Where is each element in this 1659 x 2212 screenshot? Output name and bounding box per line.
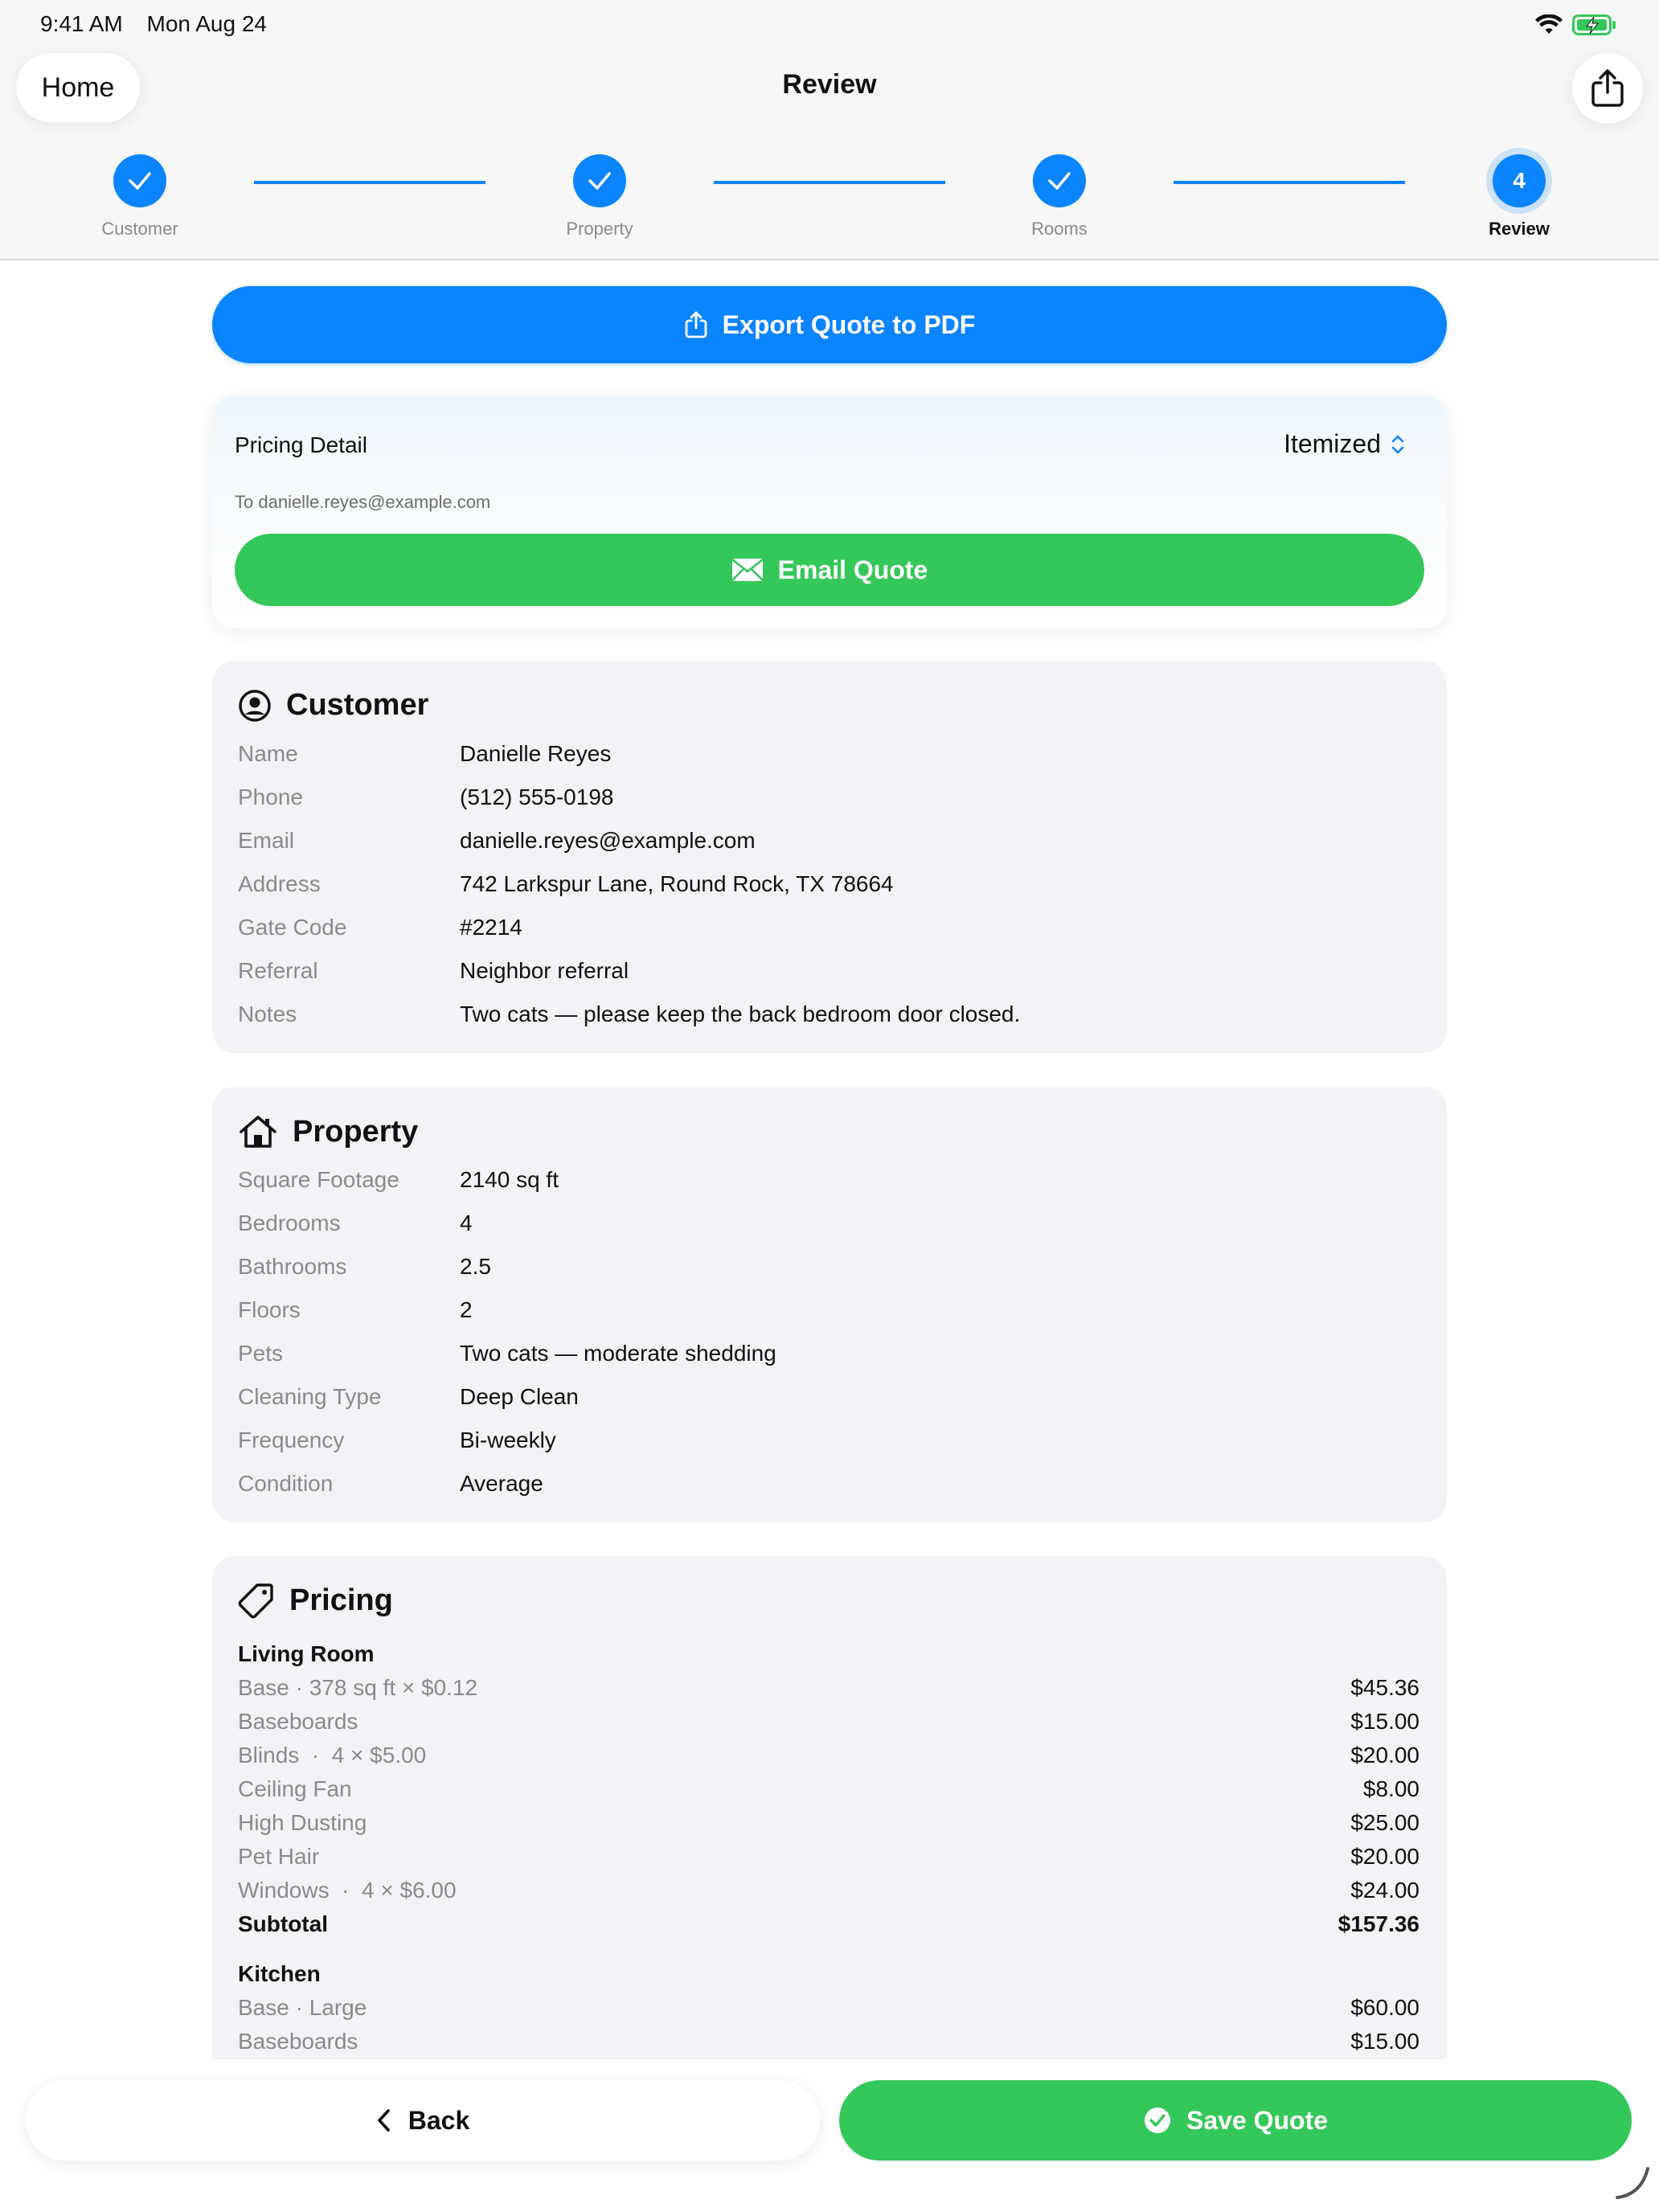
- price-line-amount: $15.00: [1350, 1709, 1419, 1734]
- row-label: Frequency: [238, 1428, 345, 1452]
- share-icon: [1590, 68, 1625, 109]
- step-connector: [1174, 181, 1405, 184]
- property-row-floors: [238, 1297, 1419, 1326]
- step-rooms[interactable]: [979, 154, 1140, 240]
- price-line-label: Base · 378 sq ft × $0.12: [238, 1675, 478, 1700]
- price-line-label: Baseboards: [238, 1709, 358, 1734]
- price-line: [238, 1709, 1419, 1738]
- customer-section-title: [238, 688, 428, 723]
- step-number: 4: [1493, 154, 1546, 207]
- price-line-amount: $20.00: [1350, 1743, 1419, 1768]
- email-quote-button[interactable]: [235, 534, 1424, 606]
- row-label: Square Footage: [238, 1167, 399, 1192]
- step-review[interactable]: [1439, 154, 1600, 240]
- pricing-detail-picker[interactable]: [1284, 429, 1405, 459]
- price-line-label: Ceiling Fan: [238, 1776, 352, 1801]
- email-recipient: To danielle.reyes@example.com: [235, 492, 491, 512]
- save-quote-button[interactable]: [839, 2080, 1632, 2161]
- property-section: [212, 1087, 1447, 1522]
- row-value: 2140 sq ft: [460, 1167, 559, 1192]
- price-line-amount: $20.00: [1350, 1844, 1419, 1869]
- property-row-bedrooms: [238, 1210, 1419, 1239]
- price-line: [238, 1776, 1419, 1805]
- row-value: 2.5: [460, 1254, 491, 1279]
- status-date: Mon Aug 24: [146, 11, 267, 36]
- pricing-detail-label: Pricing Detail: [235, 432, 367, 457]
- price-line-label: Pet Hair: [238, 1844, 320, 1869]
- row-value: Two cats — please keep the back bedroom door closed.: [460, 1002, 1021, 1026]
- step-property[interactable]: [519, 154, 680, 240]
- step-label: Rooms: [1031, 219, 1088, 239]
- property-row-bathrooms: [238, 1254, 1419, 1283]
- row-value: 4: [460, 1210, 473, 1235]
- save-quote-label: Save Quote: [1186, 2105, 1329, 2135]
- export-pdf-button[interactable]: [212, 286, 1447, 363]
- row-label: Pets: [238, 1341, 284, 1366]
- price-line: [238, 1675, 1419, 1704]
- customer-row-referral: [238, 958, 1419, 987]
- share-button[interactable]: [1572, 53, 1643, 124]
- row-label: Email: [238, 828, 295, 853]
- section-title-text: Customer: [286, 688, 429, 722]
- price-line-amount: $24.00: [1350, 1878, 1419, 1903]
- row-value: 742 Larkspur Lane, Round Rock, TX 78664: [460, 871, 894, 896]
- step-label: Property: [566, 219, 633, 239]
- step-complete-check-icon: [113, 154, 166, 207]
- home-button-label: Home: [41, 72, 115, 103]
- price-line: [238, 1995, 1419, 2024]
- tag-icon: [238, 1582, 275, 1619]
- step-connector: [714, 181, 945, 184]
- chevron-up-down-icon: [1391, 432, 1405, 457]
- back-button[interactable]: [26, 2080, 820, 2161]
- customer-row-gate-code: [238, 915, 1419, 944]
- row-label: Notes: [238, 1002, 297, 1026]
- price-line-amount: $60.00: [1350, 1995, 1419, 2020]
- price-line-amount: $15.00: [1350, 2029, 1419, 2054]
- share-icon: [684, 310, 708, 339]
- back-button-label: Back: [408, 2105, 470, 2135]
- row-value: Average: [460, 1471, 543, 1496]
- price-line-label: High Dusting: [238, 1810, 367, 1835]
- property-row-cleaning-type: [238, 1384, 1419, 1413]
- row-value: Deep Clean: [460, 1384, 579, 1409]
- row-value: Bi-weekly: [460, 1428, 556, 1452]
- price-line-label: Base · Large: [238, 1995, 367, 2020]
- subtotal-label: Subtotal: [238, 1911, 328, 1936]
- page-title: Review: [782, 69, 877, 100]
- pricing-detail-value: Itemized: [1284, 429, 1381, 458]
- status-bar-time: [40, 11, 285, 37]
- customer-section: [212, 661, 1447, 1053]
- price-line: [238, 1743, 1419, 1772]
- price-line-label: Blinds · 4 × $5.00: [238, 1743, 427, 1768]
- row-value: #2214: [460, 915, 522, 940]
- chevron-left-icon: [376, 2108, 392, 2133]
- pricing-group-title: Kitchen: [238, 1961, 321, 1986]
- price-line: [238, 1878, 1419, 1907]
- row-value: Neighbor referral: [460, 958, 629, 983]
- subtotal-row: [238, 1911, 1419, 1940]
- customer-row-phone: [238, 784, 1419, 813]
- property-row-frequency: [238, 1428, 1419, 1456]
- wifi-icon: [1535, 14, 1563, 35]
- row-value: Two cats — moderate shedding: [460, 1341, 776, 1366]
- row-label: Phone: [238, 784, 303, 809]
- step-complete-check-icon: [1033, 154, 1086, 207]
- row-label: Address: [238, 871, 321, 896]
- resize-handle-icon[interactable]: [1612, 2162, 1653, 2202]
- battery-charging-icon: [1572, 14, 1617, 36]
- subtotal-amount: $157.36: [1337, 1911, 1419, 1936]
- export-pdf-label: Export Quote to PDF: [722, 309, 976, 339]
- row-label: Name: [238, 741, 298, 766]
- row-value: (512) 555-0198: [460, 784, 614, 809]
- checkmark-circle-icon: [1143, 2106, 1172, 2135]
- section-title-text: Pricing: [289, 1583, 393, 1617]
- row-label: Floors: [238, 1297, 301, 1322]
- status-time: 9:41 AM: [40, 11, 123, 36]
- section-title-text: Property: [293, 1114, 419, 1149]
- price-line: [238, 2029, 1419, 2058]
- property-row-condition: [238, 1471, 1419, 1500]
- row-value: 2: [460, 1297, 473, 1322]
- pricing-group-title: Living Room: [238, 1641, 375, 1666]
- price-line-amount: $25.00: [1350, 1810, 1419, 1835]
- row-label: Condition: [238, 1471, 334, 1496]
- price-line-amount: $45.36: [1350, 1675, 1419, 1700]
- customer-row-address: [238, 871, 1419, 900]
- row-label: Gate Code: [238, 915, 347, 940]
- step-complete-check-icon: [573, 154, 626, 207]
- row-label: Cleaning Type: [238, 1384, 382, 1409]
- step-label: Customer: [101, 219, 178, 239]
- price-line-amount: $8.00: [1362, 1776, 1419, 1801]
- price-line: [238, 1810, 1419, 1839]
- row-value: Danielle Reyes: [460, 741, 612, 766]
- person-circle-icon: [238, 689, 272, 723]
- price-line: [238, 1844, 1419, 1873]
- row-label: Bedrooms: [238, 1210, 341, 1235]
- house-icon: [238, 1114, 278, 1149]
- status-icons: [1535, 13, 1617, 37]
- step-customer[interactable]: [59, 154, 220, 240]
- pricing-section: [212, 1556, 1447, 2071]
- property-row-pets: [238, 1341, 1419, 1370]
- email-quote-card: [212, 395, 1447, 629]
- row-label: Bathrooms: [238, 1254, 347, 1279]
- customer-row-name: [238, 741, 1419, 770]
- row-label: Referral: [238, 958, 318, 983]
- pricing-section-title: [238, 1582, 393, 1619]
- envelope-icon: [731, 558, 764, 582]
- property-section-title: [238, 1114, 418, 1149]
- top-bar: [0, 0, 1659, 260]
- step-connector: [254, 181, 485, 184]
- customer-row-notes: [238, 1002, 1419, 1030]
- price-line-label: Windows · 4 × $6.00: [238, 1878, 457, 1903]
- row-value: danielle.reyes@example.com: [460, 828, 756, 853]
- property-row-square-footage: [238, 1167, 1419, 1196]
- email-quote-label: Email Quote: [777, 555, 928, 584]
- price-line-label: Baseboards: [238, 2029, 358, 2054]
- step-label: Review: [1489, 219, 1550, 239]
- customer-row-email: [238, 828, 1419, 857]
